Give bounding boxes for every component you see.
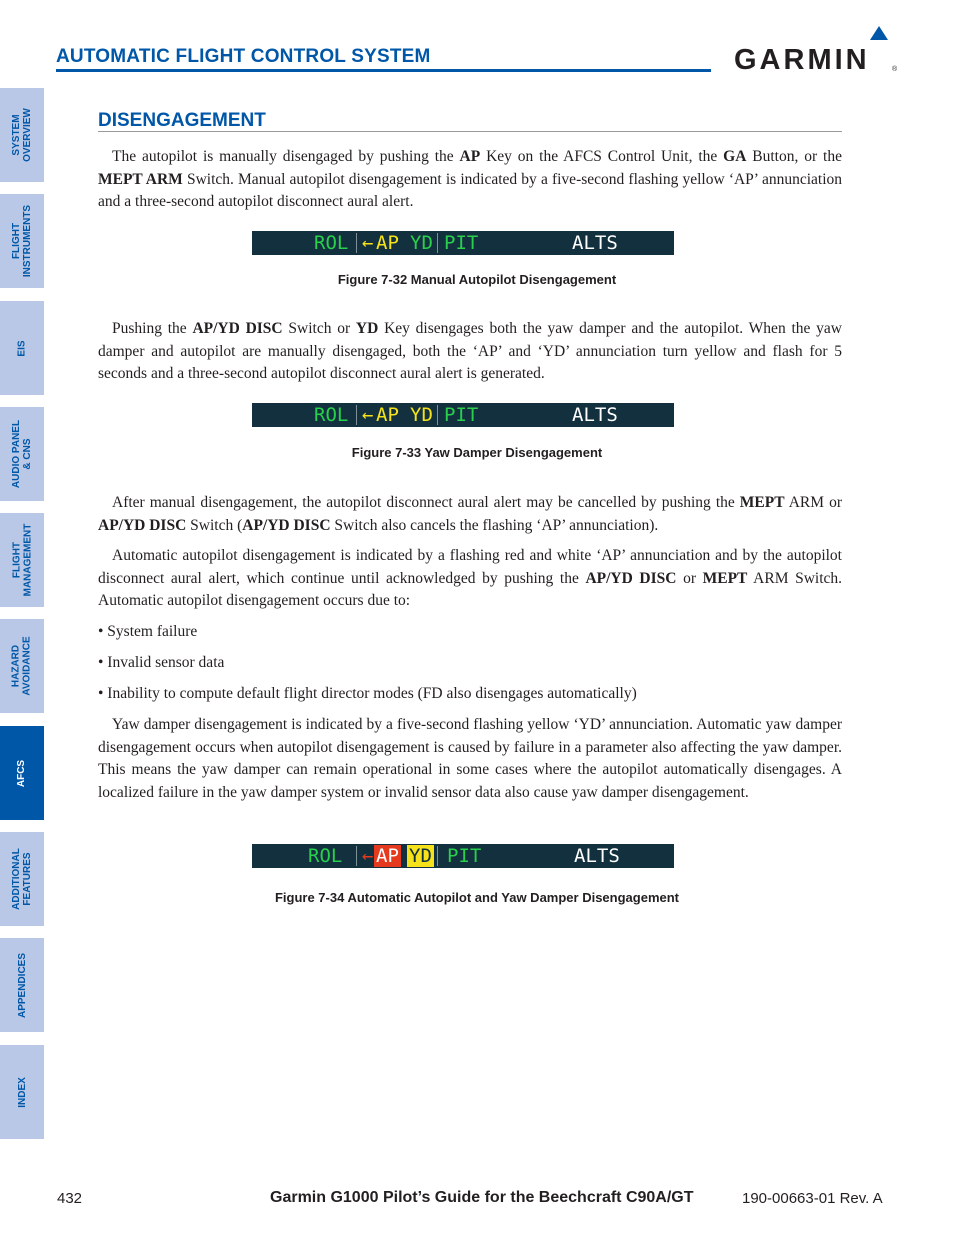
separator — [437, 233, 438, 253]
page-number: 432 — [57, 1190, 83, 1207]
tab-system-overview[interactable] — [0, 88, 44, 182]
rol-annunciation: ROL — [314, 232, 349, 254]
ap-annunciation: AP — [376, 404, 399, 426]
separator — [437, 405, 438, 425]
section-title: DISENGAGEMENT — [98, 110, 266, 131]
arrow-icon: ← — [362, 404, 374, 426]
yd-annunciation: YD — [409, 845, 432, 867]
separator — [437, 846, 438, 866]
pit-annunciation: PIT — [447, 845, 482, 867]
paragraph-yd-auto: Yaw damper disengagement is indicated by a five-second flashing yellow ‘YD’ annunciation. Automatic yaw damper disengagement occurs when autopilot disengagement is caused by failure in a parameter also affecting the yaw damper. This means the yaw damper can remain operational in some cases where the autopilot automatically disengages. A localized failure in the yaw damper system or invalid sensor data also cause yaw damper disengagement. — [98, 716, 842, 801]
alts-annunciation: ALTS — [572, 404, 618, 426]
tab-label: ADDITIONAL FEATURES — [11, 848, 34, 910]
tab-eis[interactable] — [0, 301, 44, 395]
tab-label: FLIGHT INSTRUMENTS — [11, 204, 34, 278]
annunciator-bar-fig33 — [252, 403, 674, 427]
ap-annunciation: AP — [376, 232, 399, 254]
paragraph-cancel-alert: After manual disengagement, the autopilot disconnect aural alert may be cancelled by pushing the MEPT ARM or AP/YD DISC Switch (AP/YD DISC Switch also cancels the flashing ‘AP’ annunciation). — [98, 494, 842, 534]
tab-label: AFCS — [16, 759, 28, 787]
tab-appendices[interactable] — [0, 938, 44, 1032]
pit-annunciation: PIT — [444, 232, 479, 254]
arrow-icon: ← — [362, 232, 374, 254]
bullet-item: • Invalid sensor data — [98, 654, 225, 671]
garmin-triangle-icon — [870, 26, 888, 40]
garmin-logo — [734, 26, 898, 76]
document-number: 190-00663-01 Rev. A — [742, 1190, 883, 1207]
tab-label: SYSTEM OVERVIEW — [11, 108, 33, 162]
pit-annunciation: PIT — [444, 404, 479, 426]
section-rule — [98, 131, 842, 132]
separator — [356, 405, 357, 425]
paragraph-auto-disengage: Automatic autopilot disengagement is indicated by a flashing red and white ‘AP’ annunciation and by the autopilot disconnect aural alert, which continue until acknowledged by pushing the AP/YD DISC or MEPT ARM Switch. Automatic autopilot disengagement occurs due to: — [98, 547, 843, 609]
paragraph-yd-disengage: Pushing the AP/YD DISC Switch or YD Key disengages both the yaw damper and the autopilot. When the yaw damper and autopilot are manually disengaged, both the ‘AP’ and ‘YD’ annunciation turn yellow and flash for 5 seconds and a three-second autopilot disconnect aural alert is generated. — [98, 320, 842, 382]
separator — [356, 233, 357, 253]
tab-label: FLIGHT MANAGEMENT — [11, 523, 33, 597]
yd-annunciation: YD — [410, 232, 433, 254]
section-header: AUTOMATIC FLIGHT CONTROL SYSTEM — [56, 46, 431, 67]
tab-index[interactable] — [0, 1045, 44, 1139]
bullet-item: • System failure — [98, 623, 198, 640]
document-title: Garmin G1000 Pilot’s Guide for the Beechcraft C90A/GT — [270, 1189, 694, 1206]
alts-annunciation: ALTS — [572, 232, 618, 254]
rol-annunciation: ROL — [308, 845, 343, 867]
rol-annunciation: ROL — [314, 404, 349, 426]
tab-hazard-avoidance[interactable] — [0, 619, 44, 713]
figure-caption: Figure 7-32 Manual Autopilot Disengagement — [337, 272, 617, 287]
registered-mark: ® — [892, 66, 898, 73]
arrow-icon: ← — [362, 845, 374, 867]
tab-afcs[interactable] — [0, 726, 44, 820]
annunciator-bar-fig34 — [252, 844, 674, 868]
logo-text: GARMIN — [734, 44, 870, 76]
figure-caption: Figure 7-33 Yaw Damper Disengagement — [351, 445, 603, 460]
tab-label: EIS — [16, 339, 28, 357]
tab-additional-features[interactable] — [0, 832, 44, 926]
yd-annunciation: YD — [410, 404, 433, 426]
figure-caption: Figure 7-34 Automatic Autopilot and Yaw Damper Disengagement — [274, 890, 680, 905]
tab-label: HAZARD AVOIDANCE — [11, 636, 34, 696]
tab-flight-management[interactable] — [0, 513, 44, 607]
tab-label: INDEX — [16, 1076, 28, 1108]
alts-annunciation: ALTS — [574, 845, 620, 867]
annunciator-bar-fig32 — [252, 231, 674, 255]
separator — [356, 846, 357, 866]
tab-label: APPENDICES — [16, 952, 28, 1018]
bullet-item: • Inability to compute default flight director modes (FD also disengages automatically) — [98, 685, 637, 702]
paragraph-manual-disengage: The autopilot is manually disengaged by pushing the AP Key on the AFCS Control Unit, the GA Button, or the MEPT ARM Switch. Manual autopilot disengagement is indicated by a five-second flashing yellow ‘AP’ annunciation and a three-second autopilot disconnect aural alert. — [98, 148, 843, 210]
header-rule — [56, 69, 711, 72]
ap-annunciation: AP — [376, 845, 399, 867]
tab-label: AUDIO PANEL & CNS — [11, 419, 33, 489]
